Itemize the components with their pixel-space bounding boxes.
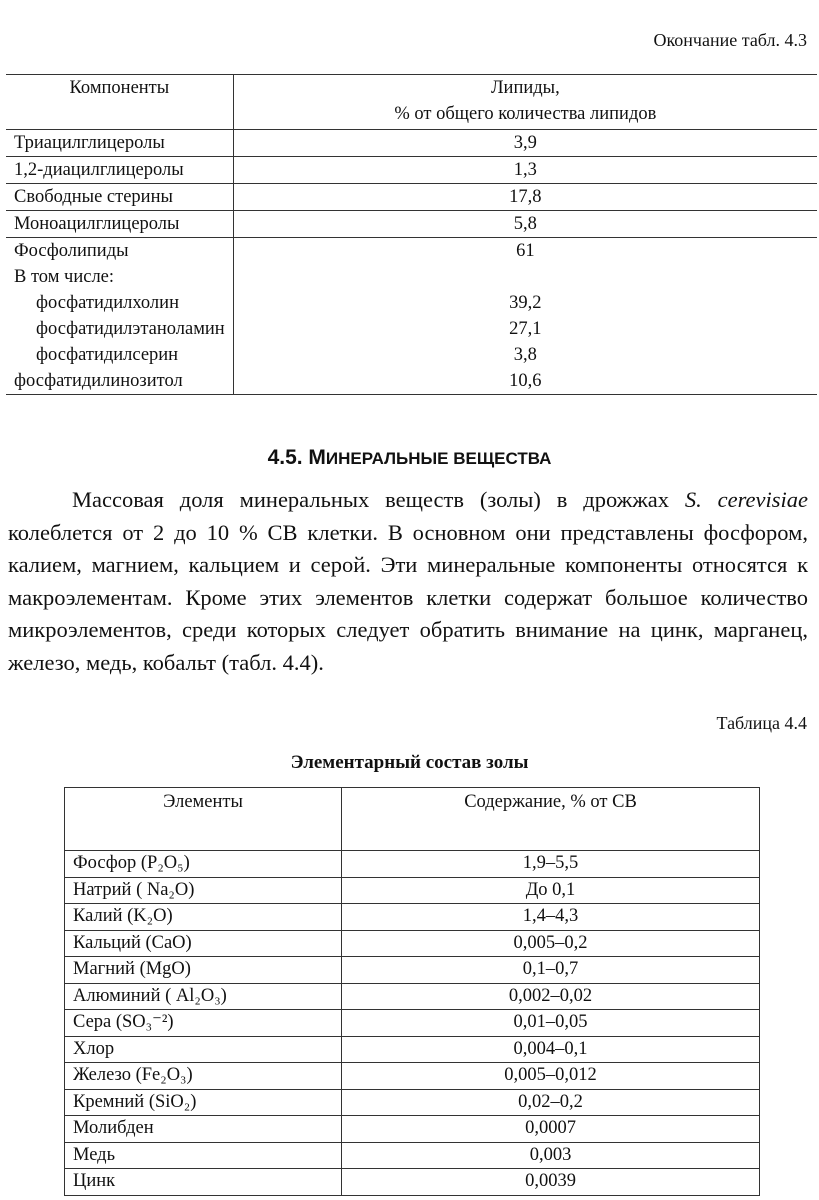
row-name: Моноацилглицеролы [6, 211, 233, 238]
table-row [65, 1036, 760, 1063]
row-value: 0,002–0,02 [342, 983, 760, 1010]
row-value: 0,0007 [342, 1116, 760, 1143]
table-row [65, 851, 760, 878]
table-row [6, 368, 817, 395]
column-header-components: Компоненты [6, 75, 233, 130]
table-row [6, 342, 817, 368]
table-row [6, 157, 817, 184]
row-name: Алюминий ( Al₂O₃) [65, 983, 342, 1010]
row-name: фосфатидилсерин [6, 342, 233, 368]
table-row [6, 184, 817, 211]
row-subheader: В том числе: [6, 264, 233, 290]
ash-composition-table [64, 787, 760, 1196]
table-row-phospholipids [6, 238, 817, 265]
table-row [65, 1169, 760, 1196]
table-label: Таблица 4.4 [716, 713, 807, 733]
table-row [6, 290, 817, 316]
row-value: 1,4–4,3 [342, 904, 760, 931]
row-name: Хлор [65, 1036, 342, 1063]
column-header-lipids [233, 75, 817, 130]
column-header-content: Содержание, % от СВ [342, 788, 760, 851]
body-paragraph [8, 484, 808, 679]
table-header-row [65, 788, 760, 851]
section-heading [0, 446, 819, 470]
paragraph-text: колеблется от 2 до 10 % СВ клетки. В основном они представлены фосфором, калием, магнием, кальцием и серой. Эти минеральные компоненты относятся к макроэлементам. Кроме этих элементов клетки содержат большое количество микроэлементов, среди которых следует обратить внимание на цинк, марганец, железо, медь, кобальт (табл. 4.4). [8, 519, 808, 675]
row-value: До 0,1 [342, 877, 760, 904]
row-name: Магний (MgO) [65, 957, 342, 984]
row-name: Железо (Fe₂O₃) [65, 1063, 342, 1090]
row-name: Кремний (SiO₂) [65, 1089, 342, 1116]
table-row [65, 1142, 760, 1169]
table-row-subheader [6, 264, 817, 290]
table-row [65, 957, 760, 984]
table-title: Элементарный состав золы [290, 752, 529, 773]
row-name: Триацилглицеролы [6, 130, 233, 157]
row-value: 61 [233, 238, 817, 265]
row-value: 0,1–0,7 [342, 957, 760, 984]
section-heading-number: 4.5. М [267, 446, 326, 469]
row-value: 0,02–0,2 [342, 1089, 760, 1116]
table-row [65, 904, 760, 931]
row-name: Молибден [65, 1116, 342, 1143]
row-name: фосфатидилэтаноламин [6, 316, 233, 342]
table-row [6, 211, 817, 238]
table-row [65, 1063, 760, 1090]
row-name: Натрий ( Na₂O) [65, 877, 342, 904]
row-name: Свободные стерины [6, 184, 233, 211]
row-value: 5,8 [233, 211, 817, 238]
row-name: фосфатидилхолин [6, 290, 233, 316]
row-value: 0,004–0,1 [342, 1036, 760, 1063]
table-row [65, 1116, 760, 1143]
row-value: 39,2 [233, 290, 817, 316]
row-name: фосфатидилинозитол [6, 368, 233, 395]
lipids-table [6, 74, 817, 395]
table-row [6, 130, 817, 157]
row-name: 1,2-диацилглицеролы [6, 157, 233, 184]
row-value: 3,9 [233, 130, 817, 157]
row-value: 0,005–0,012 [342, 1063, 760, 1090]
row-name: Калий (K₂O) [65, 904, 342, 931]
column-header-lipids-line1: Липиды, [491, 78, 560, 98]
row-value: 1,3 [233, 157, 817, 184]
column-header-elements: Элементы [65, 788, 342, 851]
table-continuation-label: Окончание табл. 4.3 [653, 30, 807, 50]
table-row [65, 1010, 760, 1037]
row-value: 10,6 [233, 368, 817, 395]
table-row [65, 930, 760, 957]
species-name: S. cerevisiae [684, 487, 808, 512]
row-value: 0,005–0,2 [342, 930, 760, 957]
row-name: Медь [65, 1142, 342, 1169]
row-name: Кальций (CaO) [65, 930, 342, 957]
section-heading-title: ИНЕРАЛЬНЫЕ ВЕЩЕСТВА [325, 449, 552, 468]
row-name: Цинк [65, 1169, 342, 1196]
table-row [65, 1089, 760, 1116]
row-value: 0,01–0,05 [342, 1010, 760, 1037]
paragraph-text: Массовая доля минеральных веществ (золы) в дрожжах [72, 487, 685, 512]
row-value: 27,1 [233, 316, 817, 342]
row-value: 3,8 [233, 342, 817, 368]
row-name: Сера (SO₃⁻²) [65, 1010, 342, 1037]
row-value: 17,8 [233, 184, 817, 211]
row-value: 1,9–5,5 [342, 851, 760, 878]
row-name: Фосфолипиды [6, 238, 233, 265]
row-value: 0,003 [342, 1142, 760, 1169]
table-row [6, 316, 817, 342]
table-header-row [6, 75, 817, 130]
row-name: Фосфор (P₂O₅) [65, 851, 342, 878]
table-row [65, 983, 760, 1010]
row-value: 0,0039 [342, 1169, 760, 1196]
table-row [65, 877, 760, 904]
column-header-lipids-line2: % от общего количества липидов [394, 104, 657, 124]
